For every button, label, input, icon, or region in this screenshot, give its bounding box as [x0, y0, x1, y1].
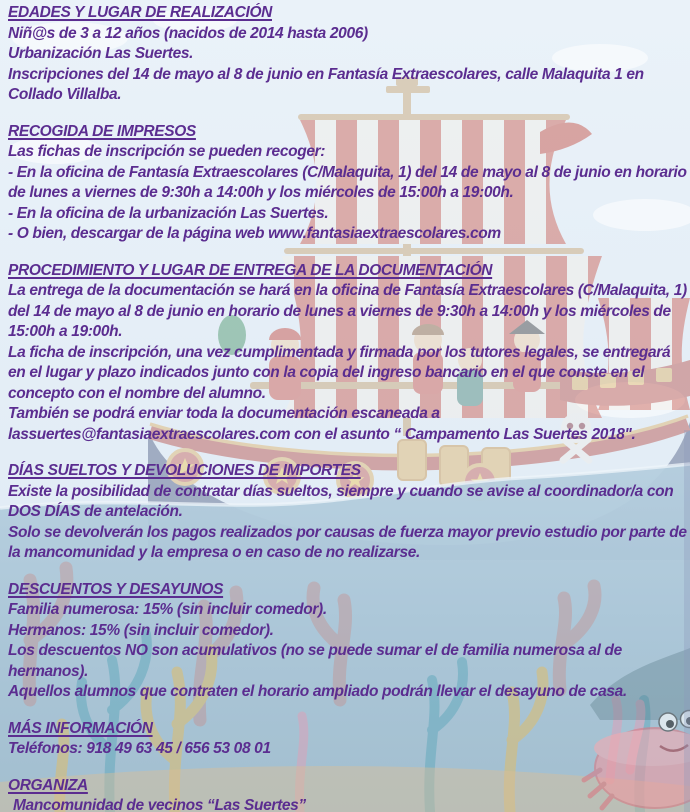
paragraph: Niñ@s de 3 a 12 años (nacidos de 2014 hasta 2006)	[8, 24, 368, 42]
paragraph: Existe la posibilidad de contratar días sueltos, siempre y cuando se avise al coordinador/a con DOS DÍAS de antelación.	[8, 482, 674, 520]
section-mas-informacion	[8, 719, 688, 760]
heading-text: DESCUENTOS Y DESAYUNOS	[8, 580, 224, 598]
paragraph: Los descuentos NO son acumulativos (no se puede sumar el de familia numerosa al de hermanos).	[8, 642, 622, 680]
heading-text: DÍAS SUELTOS Y DEVOLUCIONES DE IMPORTES	[8, 462, 361, 479]
paragraph: Inscripciones del 14 de mayo al 8 de junio en Fantasía Extraescolares, calle Malaquita 1 en Collado Villalba.	[8, 65, 644, 103]
paragraph: También se podrá enviar toda la documentación escaneada a	[8, 405, 440, 422]
heading-text: EDADES Y LUGAR DE REALIZACIÓN	[8, 4, 272, 21]
section-heading	[8, 461, 688, 482]
paragraph: La ficha de inscripción, una vez cumplimentada y firmada por los tutores legales, se entregará en el lugar y plazo indicados junto con la copia del ingreso bancario en el que conste en el concepto con el nombre del alumno.	[8, 343, 671, 402]
section-heading	[8, 719, 688, 740]
heading-text: RECOGIDA DE IMPRESOS	[8, 122, 196, 140]
paragraph: Hermanos: 15% (sin incluir comedor).	[8, 621, 274, 639]
section-recogida-de-impresos	[8, 122, 688, 245]
section-heading	[8, 580, 688, 601]
paragraph: Las fichas de inscripción se pueden recoger:	[8, 143, 326, 160]
phone-numbers: Teléfonos: 918 49 63 45 / 656 53 08 01	[8, 740, 271, 757]
section-dias-sueltos-devoluciones	[8, 461, 688, 564]
email-text: lassuertes@fantasiaextraescolares.com con el asunto “ Campamento Las Suertes 2018".	[8, 425, 636, 443]
section-organiza	[8, 776, 688, 812]
section-edades-y-lugar	[8, 3, 688, 106]
paragraph: Aquellos alumnos que contraten el horario ampliado podrán llevar el desayuno de casa.	[8, 683, 627, 700]
paragraph: Urbanización Las Suertes.	[8, 45, 194, 62]
section-heading	[8, 3, 688, 24]
section-heading	[8, 122, 688, 143]
paragraph: - En la oficina de Fantasía Extraescolares (C/Malaquita, 1) del 14 de mayo al 8 de junio en horario de lunes a viernes de 9:30h a 14:00h y los miércoles de 15:00h a 19:00h.	[8, 163, 687, 201]
website-text: - O bien, descargar de la página web www.fantasiaextraescolares.com	[8, 225, 501, 242]
paragraph: Solo se devolverán los pagos realizados por causas de fuerza mayor previo estudio por parte de la mancomunidad y la empresa o en caso de no realizarse.	[8, 523, 687, 561]
paragraph: Familia numerosa: 15% (sin incluir comedor).	[8, 601, 327, 618]
section-descuentos-desayunos	[8, 580, 688, 703]
section-heading	[8, 776, 688, 797]
heading-text: PROCEDIMIENTO Y LUGAR DE ENTREGA DE LA DOCUMENTACIÓN	[8, 261, 493, 279]
section-heading	[8, 261, 688, 282]
paragraph: La entrega de la documentación se hará en la oficina de Fantasía Extraescolares (C/Malaquita, 1) del 14 de mayo al 8 de junio en horario de lunes a viernes de 9:30h a 14:00h y los miércoles de 15:00h a 19:00h.	[8, 282, 687, 340]
organizer-name: Mancomunidad de vecinos “Las Suertes”	[13, 797, 306, 812]
heading-text: MÁS INFORMACIÓN	[8, 719, 153, 737]
paragraph: - En la oficina de la urbanización Las Suertes.	[8, 204, 329, 222]
heading-text: ORGANIZA	[8, 776, 88, 794]
section-procedimiento-entrega	[8, 261, 688, 446]
